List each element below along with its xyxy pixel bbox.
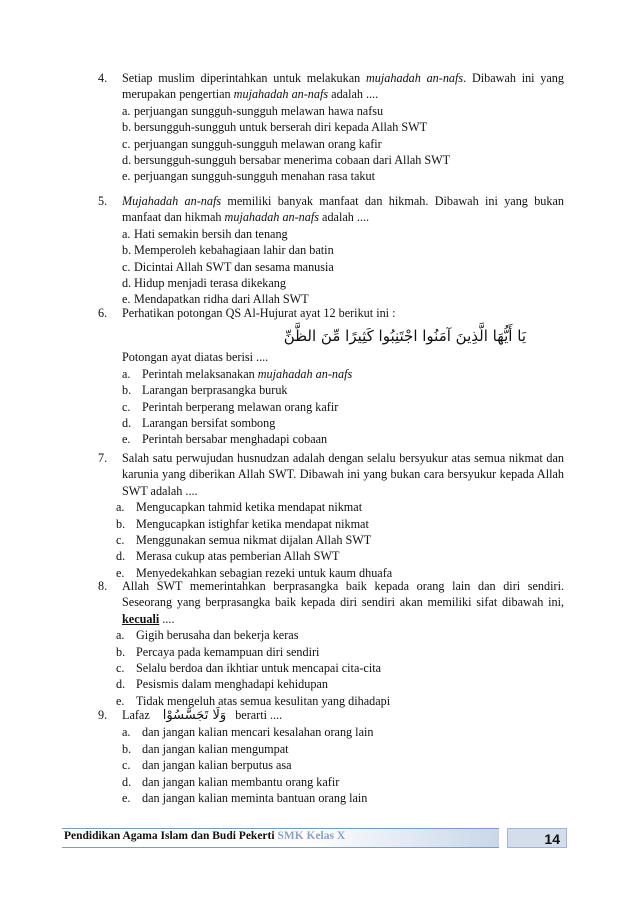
option-letter: d. bbox=[122, 774, 132, 789]
option-d bbox=[122, 275, 564, 291]
option-text: Selalu berdoa dan ikhtiar untuk mencapai cita-cita bbox=[136, 661, 382, 676]
option-letter: d. bbox=[116, 677, 126, 692]
option-d bbox=[116, 676, 564, 692]
question-7 bbox=[98, 450, 564, 581]
option-text: Menyedekahkan sebagian rezeki untuk kaum dhuafa bbox=[136, 565, 393, 580]
option-text: Hidup menjadi terasa dikekang bbox=[134, 276, 286, 291]
option-letter: b. bbox=[122, 243, 132, 258]
stem-suffix: berarti .... bbox=[235, 708, 283, 722]
options-list bbox=[122, 226, 564, 308]
italic-term: mujahadah an-nafs bbox=[233, 87, 329, 102]
option-text: Gigih berusaha dan bekerja keras bbox=[136, 628, 299, 643]
option-b bbox=[122, 242, 564, 258]
option-text: perjuangan sungguh-sungguh melawan hawa nafsu bbox=[134, 103, 384, 118]
option-letter: b. bbox=[116, 516, 126, 531]
option-b bbox=[122, 119, 564, 135]
option-letter: b. bbox=[122, 120, 132, 135]
option-letter: c. bbox=[122, 259, 131, 274]
option-text: Hati semakin bersih dan tenang bbox=[134, 226, 288, 241]
question-number: 8. bbox=[98, 579, 108, 593]
option-e bbox=[122, 431, 564, 447]
option-text: Tidak mengeluh atas semua kesulitan yang dihadapi bbox=[136, 693, 391, 708]
option-a bbox=[122, 366, 564, 382]
option-text: perjuangan sungguh-sungguh menahan rasa takut bbox=[134, 169, 375, 184]
option-c bbox=[122, 757, 564, 773]
question-stem bbox=[122, 707, 564, 724]
option-c bbox=[116, 660, 564, 676]
option-text: Perintah melaksanakan mujahadah an-nafs bbox=[142, 366, 353, 381]
option-text: Memperoleh kebahagiaan lahir dan batin bbox=[134, 243, 334, 258]
option-letter: b. bbox=[122, 383, 132, 398]
question-stem: Allah SWT memerintahkan berprasangka baik kepada orang lain dan diri sendiri. Seseorang yang berprasangka baik kepada diri sendiri akan memiliki sifat dibawah ini, kecuali .... bbox=[122, 579, 564, 626]
option-text: Percaya pada kemampuan diri sendiri bbox=[136, 644, 320, 659]
option-letter: a. bbox=[116, 628, 125, 643]
question-6 bbox=[98, 305, 564, 448]
option-text: dan jangan kalian berputus asa bbox=[142, 758, 292, 773]
option-e bbox=[122, 168, 564, 184]
option-letter: c. bbox=[122, 136, 131, 151]
option-text: Mengucapkan tahmid ketika mendapat nikmat bbox=[136, 500, 363, 515]
question-stem: Perhatikan potongan QS Al-Hujurat ayat 12 berikut ini : bbox=[122, 306, 396, 320]
option-letter: c. bbox=[116, 533, 125, 548]
option-b bbox=[122, 741, 564, 757]
option-a bbox=[122, 226, 564, 242]
option-letter: e. bbox=[116, 565, 125, 580]
options-list bbox=[122, 366, 564, 448]
page-footer bbox=[62, 828, 567, 846]
question-number: 4. bbox=[98, 71, 108, 85]
option-letter: c. bbox=[116, 661, 125, 676]
option-text: Larangan berprasangka buruk bbox=[142, 383, 288, 398]
option-letter: b. bbox=[122, 741, 132, 756]
question-9 bbox=[98, 707, 564, 806]
option-letter: d. bbox=[122, 276, 132, 291]
option-b bbox=[116, 516, 564, 532]
option-text: Mendapatkan ridha dari Allah SWT bbox=[134, 292, 309, 307]
option-letter: d. bbox=[122, 416, 132, 431]
lafaz-arabic: وَلَا تَجَسَّسُوْا bbox=[162, 708, 227, 723]
options-list bbox=[116, 627, 564, 709]
option-a bbox=[116, 627, 564, 643]
option-b bbox=[116, 644, 564, 660]
page-number: 14 bbox=[507, 828, 567, 848]
option-letter: c. bbox=[122, 758, 131, 773]
option-text: dan jangan kalian mencari kesalahan orang lain bbox=[142, 725, 374, 740]
option-text: Merasa cukup atas pemberian Allah SWT bbox=[136, 549, 340, 564]
option-text: bersungguh-sungguh untuk berserah diri kepada Allah SWT bbox=[134, 120, 428, 135]
question-5 bbox=[98, 193, 564, 308]
option-text: dan jangan kalian mengumpat bbox=[142, 741, 289, 756]
question-number: 5. bbox=[98, 194, 108, 208]
option-letter: a. bbox=[122, 226, 131, 241]
option-c bbox=[122, 136, 564, 152]
option-a bbox=[116, 499, 564, 515]
option-text: Menggunakan semua nikmat dijalan Allah SWT bbox=[136, 533, 372, 548]
option-letter: e. bbox=[122, 791, 131, 806]
option-c bbox=[116, 532, 564, 548]
option-a bbox=[122, 724, 564, 740]
italic-term: mujahadah an-nafs bbox=[257, 366, 353, 381]
option-letter: a. bbox=[122, 366, 131, 381]
question-number: 6. bbox=[98, 306, 108, 320]
option-letter: e. bbox=[122, 432, 131, 447]
option-letter: d. bbox=[116, 549, 126, 564]
option-c bbox=[122, 399, 564, 415]
option-letter: e. bbox=[116, 693, 125, 708]
option-text: dan jangan kalian membantu orang kafir bbox=[142, 774, 340, 789]
option-d bbox=[116, 548, 564, 564]
italic-term: mujahadah an-nafs bbox=[224, 210, 319, 225]
option-text: Dicintai Allah SWT dan sesama manusia bbox=[134, 259, 334, 274]
option-text: Larangan bersifat sombong bbox=[142, 416, 276, 431]
option-letter: c. bbox=[122, 399, 131, 414]
option-text: Perintah bersabar menghadapi cobaan bbox=[142, 432, 328, 447]
option-text: Pesismis dalam menghadapi kehidupan bbox=[136, 677, 328, 692]
options-list bbox=[116, 499, 564, 581]
question-stem: Salah satu perwujudan husnudzan adalah dengan selalu bersyukur atas semua nikmat dan karunia yang diberikan Allah SWT. Dibawah ini yang bukan cara bersyukur kepada Allah SWT adalah .... bbox=[122, 451, 564, 498]
options-list bbox=[122, 724, 564, 806]
footer-subtitle: SMK Kelas X bbox=[277, 830, 346, 842]
footer-title: Pendidikan Agama Islam dan Budi Pekerti bbox=[64, 830, 275, 842]
option-c bbox=[122, 259, 564, 275]
question-stem: Setiap muslim diperintahkan untuk melakukan mujahadah an-nafs. Dibawah ini yang merupakan pengertian mujahadah an-nafs adalah .... bbox=[122, 71, 564, 102]
question-number: 7. bbox=[98, 451, 108, 465]
question-8 bbox=[98, 578, 564, 709]
option-letter: a. bbox=[116, 500, 125, 515]
footer-title-line bbox=[64, 830, 345, 842]
italic-term: mujahadah an-nafs bbox=[366, 71, 464, 85]
italic-term: Mujahadah an-nafs bbox=[122, 194, 222, 208]
option-a bbox=[122, 103, 564, 119]
option-b bbox=[122, 382, 564, 398]
option-letter: e. bbox=[122, 292, 131, 307]
stem-prefix: Lafaz bbox=[122, 708, 150, 722]
option-text: perjuangan sungguh-sungguh melawan orang kafir bbox=[134, 136, 382, 151]
option-d bbox=[122, 415, 564, 431]
option-letter: a. bbox=[122, 103, 131, 118]
option-d bbox=[122, 152, 564, 168]
option-text: dan jangan kalian meminta bantuan orang lain bbox=[142, 791, 368, 806]
option-text: bersungguh-sungguh bersabar menerima cobaan dari Allah SWT bbox=[134, 153, 451, 168]
option-letter: b. bbox=[116, 644, 126, 659]
option-letter: a. bbox=[122, 725, 131, 740]
option-e bbox=[122, 790, 564, 806]
question-stem-continued: Potongan ayat diatas berisi .... bbox=[122, 350, 269, 365]
option-letter: e. bbox=[122, 169, 131, 184]
emphasis-keyword: kecuali bbox=[122, 611, 160, 626]
quran-verse: يَا أَيُّهَا الَّذِينَ آمَنُوا اجْتَنِبُوا كَثِيرًا مِّنَ الظَّنِّ bbox=[283, 327, 526, 346]
question-number: 9. bbox=[98, 708, 108, 722]
question-stem: Mujahadah an-nafs memiliki banyak manfaat dan hikmah. Dibawah ini yang bukan manfaat dan hikmah mujahadah an-nafs adalah .... bbox=[122, 194, 565, 225]
option-text: Perintah berperang melawan orang kafir bbox=[142, 399, 339, 414]
options-list bbox=[122, 103, 564, 185]
option-text: Mengucapkan istighfar ketika mendapat nikmat bbox=[136, 516, 369, 531]
option-letter: d. bbox=[122, 153, 132, 168]
question-4 bbox=[98, 70, 564, 185]
option-d bbox=[122, 774, 564, 790]
